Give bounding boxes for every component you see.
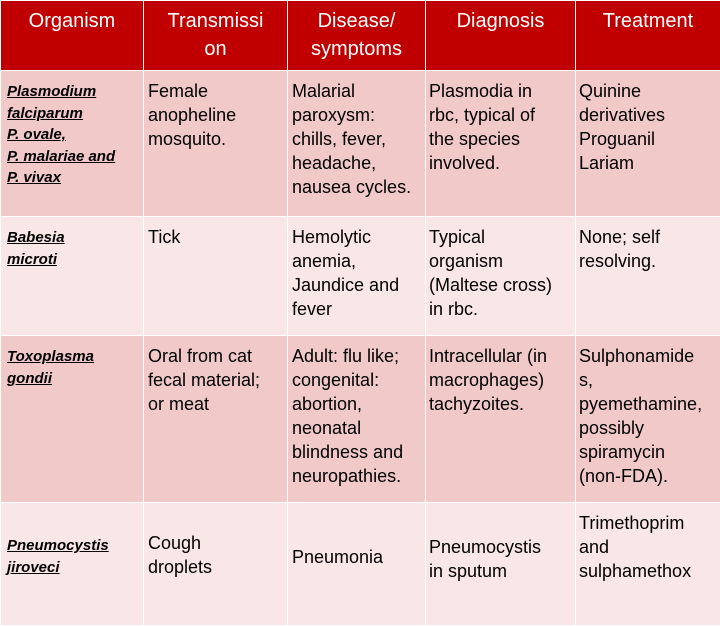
diagnosis-cell: Typical organism (Maltese cross) in rbc. xyxy=(426,217,576,336)
table-row xyxy=(1,217,720,336)
organism-name-line: Plasmodium xyxy=(7,81,141,103)
disease-cell: Hemolytic anemia, Jaundice and fever xyxy=(288,217,426,336)
organism-name-line: P. vivax xyxy=(7,167,141,189)
disease-cell: Pneumonia xyxy=(288,503,426,626)
header-treatment: Treatment xyxy=(576,1,720,71)
disease-cell: Malarial paroxysm: chills, fever, headache, nausea cycles. xyxy=(288,71,426,217)
organism-name-line: jiroveci xyxy=(7,557,141,579)
table-row xyxy=(1,503,720,626)
organism-name-line: microti xyxy=(7,249,141,271)
organism-cell xyxy=(1,503,144,626)
transmission-cell: Cough droplets xyxy=(144,503,288,626)
transmission-cell: Female anopheline mosquito. xyxy=(144,71,288,217)
treatment-cell: None; self resolving. xyxy=(576,217,720,336)
organism-cell xyxy=(1,71,144,217)
organism-name-line: gondii xyxy=(7,368,141,390)
disease-cell: Adult: flu like; congenital: abortion, neonatal blindness and neuropathies. xyxy=(288,336,426,503)
organism-name-line: P. ovale, xyxy=(7,124,141,146)
treatment-cell: Quinine derivatives Proguanil Lariam xyxy=(576,71,720,217)
organism-name-line: Babesia xyxy=(7,227,141,249)
organism-cell xyxy=(1,336,144,503)
header-diagnosis: Diagnosis xyxy=(426,1,576,71)
organism-name-line: P. malariae and xyxy=(7,146,141,168)
header-disease-symptoms: Disease/ symptoms xyxy=(288,1,426,71)
organism-name-line: Toxoplasma xyxy=(7,346,141,368)
header-organism: Organism xyxy=(1,1,144,71)
transmission-cell: Tick xyxy=(144,217,288,336)
diagnosis-cell: Intracellular (in macrophages) tachyzoites. xyxy=(426,336,576,503)
diagnosis-cell: Pneumocystis in sputum xyxy=(426,503,576,626)
organism-cell xyxy=(1,217,144,336)
organism-name-line: falciparum xyxy=(7,103,141,125)
diagnosis-cell: Plasmodia in rbc, typical of the species involved. xyxy=(426,71,576,217)
table-row xyxy=(1,71,720,217)
header-transmission: Transmissi on xyxy=(144,1,288,71)
table-header-row xyxy=(1,1,720,71)
table-row xyxy=(1,336,720,503)
organism-name-line: Pneumocystis xyxy=(7,535,141,557)
treatment-cell: Sulphonamide s, pyemethamine, possibly spiramycin (non-FDA). xyxy=(576,336,720,503)
treatment-cell: Trimethoprim and sulphamethox xyxy=(576,503,720,626)
transmission-cell: Oral from cat fecal material; or meat xyxy=(144,336,288,503)
